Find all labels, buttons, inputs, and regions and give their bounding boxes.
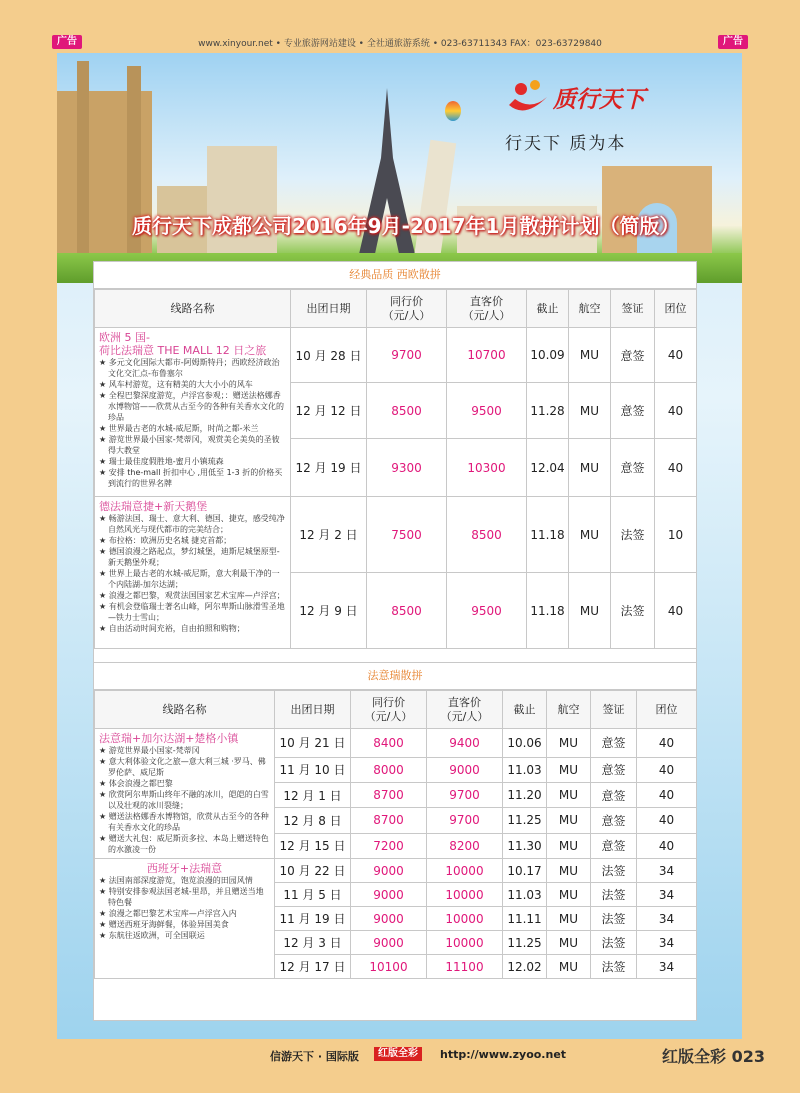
peer-price: 9000 xyxy=(351,907,427,931)
direct-price-label: 直客价 xyxy=(448,695,481,709)
airline: MU xyxy=(547,955,591,979)
departure-date: 10 月 22 日 xyxy=(275,859,351,883)
direct-price: 9700 xyxy=(427,782,503,807)
route-bullet: ★ 赠送大礼包：威尼斯贡多拉、本岛上赠送特色的水激凌一份 xyxy=(99,833,270,855)
group-size: 40 xyxy=(637,757,697,782)
departure-date: 12 月 17 日 xyxy=(275,955,351,979)
visa: 意签 xyxy=(611,328,655,383)
peer-price: 7500 xyxy=(367,497,447,573)
departure-date: 12 月 8 日 xyxy=(275,808,351,833)
airline: MU xyxy=(547,808,591,833)
footer-brand: 信游天下 · 国际版 xyxy=(270,1050,359,1063)
departure-date: 12 月 9 日 xyxy=(291,573,367,649)
peer-price: 8500 xyxy=(367,383,447,439)
peer-price: 9000 xyxy=(351,883,427,907)
col-deadline: 截止 xyxy=(503,691,547,729)
col-peer-price xyxy=(351,691,427,729)
deadline: 11.28 xyxy=(527,383,569,439)
col-route: 线路名称 xyxy=(95,290,291,328)
airline: MU xyxy=(547,729,591,758)
direct-price-label: 直客价 xyxy=(470,294,503,308)
route-title: 荷比法瑞意 THE MALL 12 日之旅 xyxy=(99,344,267,357)
route-bullet: ★ 畅游法国、瑞士、意大利、德国、捷克，感受纯净自然风光与现代都市的完美结合； xyxy=(99,513,286,535)
route-bullet: ★ 德国浪漫之路起点，梦幻城堡，迪斯尼城堡原型-新天鹅堡外观； xyxy=(99,546,286,568)
logo-icon xyxy=(505,75,551,121)
direct-price: 10300 xyxy=(447,439,527,497)
table-header-row xyxy=(95,691,697,729)
direct-price: 8200 xyxy=(427,833,503,858)
table-row xyxy=(95,328,697,383)
route-bullet: ★ 特别安排参观法国老城-里昂，并且赠送当地特色餐 xyxy=(99,886,270,908)
direct-price: 9400 xyxy=(427,729,503,758)
peer-price: 10100 xyxy=(351,955,427,979)
route-bullet: ★ 意大利体验文化之旅—意大利三城 ·罗马、佛罗伦萨、威尼斯 xyxy=(99,756,270,778)
table-row xyxy=(95,859,697,883)
peer-price: 8500 xyxy=(367,573,447,649)
airline: MU xyxy=(569,439,611,497)
footer-url[interactable]: http://www.zyoo.net xyxy=(440,1048,567,1061)
visa: 意签 xyxy=(591,808,637,833)
hot-air-balloon xyxy=(445,101,461,121)
ad-tag-left: 广告 xyxy=(52,35,82,49)
airline: MU xyxy=(569,328,611,383)
deadline: 11.25 xyxy=(503,808,547,833)
route-bullet: ★ 全程巴黎深度游览，卢浮宫参观；：赠送法格娜香水博物馆——欣赏从古至今的各种有关香水文化的珍品 xyxy=(99,390,286,423)
airline: MU xyxy=(547,931,591,955)
route-bullet: ★ 赠送法格娜香水博物馆，欣赏从古至今的各种有关香水文化的珍品 xyxy=(99,811,270,833)
visa: 意签 xyxy=(591,782,637,807)
visa: 法签 xyxy=(591,955,637,979)
direct-price: 9700 xyxy=(427,808,503,833)
group-size: 40 xyxy=(637,782,697,807)
section-western-europe xyxy=(93,261,697,664)
col-airline: 航空 xyxy=(547,691,591,729)
col-peer-price xyxy=(367,290,447,328)
group-size: 34 xyxy=(637,907,697,931)
hero-image xyxy=(57,53,742,283)
airline: MU xyxy=(547,757,591,782)
visa: 法签 xyxy=(591,883,637,907)
departure-date: 10 月 21 日 xyxy=(275,729,351,758)
brand-logo xyxy=(505,75,645,127)
col-date: 出团日期 xyxy=(291,290,367,328)
departure-date: 12 月 2 日 xyxy=(291,497,367,573)
deadline: 10.09 xyxy=(527,328,569,383)
peer-price: 7200 xyxy=(351,833,427,858)
direct-price: 10000 xyxy=(427,907,503,931)
deadline: 11.18 xyxy=(527,573,569,649)
peer-price: 9000 xyxy=(351,859,427,883)
departure-date: 11 月 10 日 xyxy=(275,757,351,782)
direct-price: 10000 xyxy=(427,883,503,907)
direct-price: 10700 xyxy=(447,328,527,383)
route-bullet: ★ 瑞士最佳度假胜地-蜜月小镇琉森 xyxy=(99,456,286,467)
section-france-italy-swiss xyxy=(93,662,697,1021)
col-group: 团位 xyxy=(655,290,697,328)
route-bullet: ★ 东航往返欧洲，可全国联运 xyxy=(99,930,270,941)
col-airline: 航空 xyxy=(569,290,611,328)
schedule-table xyxy=(94,690,697,979)
visa: 意签 xyxy=(591,833,637,858)
airline: MU xyxy=(547,859,591,883)
group-size: 34 xyxy=(637,955,697,979)
route-bullet: ★ 多元文化国际大都市-阿姆斯特丹；西欧经济政治文化交汇点-布鲁塞尔 xyxy=(99,357,286,379)
peer-price-label: 同行价 xyxy=(372,695,405,709)
top-bar xyxy=(0,0,800,50)
departure-date: 12 月 15 日 xyxy=(275,833,351,858)
airline: MU xyxy=(569,573,611,649)
direct-price: 9500 xyxy=(447,383,527,439)
visa: 法签 xyxy=(591,931,637,955)
direct-unit-label: （元/人） xyxy=(462,308,511,322)
route-description xyxy=(95,729,275,859)
airline: MU xyxy=(547,907,591,931)
deadline: 12.04 xyxy=(527,439,569,497)
group-size: 40 xyxy=(637,729,697,758)
route-bullet: ★ 浪漫之都巴黎艺术宝库—卢浮宫入内 xyxy=(99,908,270,919)
section-title: 经典品质 西欧散拼 xyxy=(94,262,696,289)
route-description xyxy=(95,859,275,979)
airline: MU xyxy=(569,383,611,439)
group-size: 40 xyxy=(655,573,697,649)
cathedral-middle xyxy=(207,146,277,261)
route-bullet: ★ 赠送西班牙海鲜餐，体验异国美食 xyxy=(99,919,270,930)
departure-date: 12 月 19 日 xyxy=(291,439,367,497)
deadline: 11.11 xyxy=(503,907,547,931)
deadline: 11.25 xyxy=(503,931,547,955)
route-description xyxy=(95,328,291,497)
col-route: 线路名称 xyxy=(95,691,275,729)
direct-price: 10000 xyxy=(427,931,503,955)
peer-price: 8700 xyxy=(351,808,427,833)
departure-date: 12 月 1 日 xyxy=(275,782,351,807)
peer-price: 9300 xyxy=(367,439,447,497)
group-size: 34 xyxy=(637,931,697,955)
group-size: 40 xyxy=(655,383,697,439)
peer-price: 9700 xyxy=(367,328,447,383)
route-title: 法意瑞+加尔达湖+楚格小镇 xyxy=(99,732,239,745)
group-size: 10 xyxy=(655,497,697,573)
leaning-tower xyxy=(414,140,456,262)
peer-price: 8400 xyxy=(351,729,427,758)
direct-price: 9000 xyxy=(427,757,503,782)
route-bullet: ★ 体会浪漫之都巴黎 xyxy=(99,778,270,789)
route-bullet: ★ 自由活动时间充裕，自由拍照和购物； xyxy=(99,623,286,634)
route-bullet: ★ 浪漫之都巴黎，观赏法国国家艺术宝库—卢浮宫； xyxy=(99,590,286,601)
peer-price: 8700 xyxy=(351,782,427,807)
visa: 意签 xyxy=(591,757,637,782)
col-direct-price xyxy=(447,290,527,328)
direct-price: 11100 xyxy=(427,955,503,979)
group-size: 40 xyxy=(655,439,697,497)
visa: 意签 xyxy=(611,383,655,439)
deadline: 11.20 xyxy=(503,782,547,807)
deadline: 11.30 xyxy=(503,833,547,858)
route-title: 欧洲 5 国- xyxy=(99,331,150,344)
top-contact-info: www.xinyour.net • 专业旅游网站建设 • 全社通旅游系统 • 023-63711343 FAX：023-63729840 xyxy=(198,39,602,49)
route-bullet: ★ 游览世界最小国家-梵蒂冈 xyxy=(99,745,270,756)
visa: 法签 xyxy=(611,497,655,573)
col-deadline: 截止 xyxy=(527,290,569,328)
peer-unit-label: （元/人） xyxy=(364,709,413,723)
departure-date: 12 月 3 日 xyxy=(275,931,351,955)
logo-text: 质行天下 xyxy=(553,86,645,113)
airline: MU xyxy=(547,833,591,858)
col-date: 出团日期 xyxy=(275,691,351,729)
peer-unit-label: （元/人） xyxy=(382,308,431,322)
departure-date: 11 月 19 日 xyxy=(275,907,351,931)
col-visa: 签证 xyxy=(591,691,637,729)
route-bullet: ★ 法国南部深度游览，饱览浪漫的田园风情 xyxy=(99,875,270,886)
deadline: 12.02 xyxy=(503,955,547,979)
visa: 法签 xyxy=(591,907,637,931)
col-direct-price xyxy=(427,691,503,729)
airline: MU xyxy=(569,497,611,573)
table-row xyxy=(95,497,697,573)
direct-unit-label: （元/人） xyxy=(440,709,489,723)
route-description xyxy=(95,497,291,649)
airline: MU xyxy=(547,782,591,807)
visa: 法签 xyxy=(591,859,637,883)
direct-price: 9500 xyxy=(447,573,527,649)
content-panel xyxy=(57,53,742,1039)
direct-price: 10000 xyxy=(427,859,503,883)
departure-date: 12 月 12 日 xyxy=(291,383,367,439)
deadline: 11.03 xyxy=(503,757,547,782)
footer xyxy=(0,1044,800,1069)
group-size: 40 xyxy=(655,328,697,383)
table-header-row xyxy=(95,290,697,328)
peer-price: 9000 xyxy=(351,931,427,955)
footer-tag: 红版全彩 xyxy=(374,1047,422,1061)
departure-date: 10 月 28 日 xyxy=(291,328,367,383)
visa: 意签 xyxy=(591,729,637,758)
section-title: 法意瑞散拼 xyxy=(94,663,696,690)
ad-tag-right: 广告 xyxy=(718,35,748,49)
group-size: 40 xyxy=(637,833,697,858)
route-bullet: ★ 安排 the-mall 折扣中心 ,用低至 1-3 折的价格买到流行的世界名牌 xyxy=(99,467,286,489)
deadline: 11.18 xyxy=(527,497,569,573)
route-bullet: ★ 欣赏阿尔卑斯山终年不融的冰川，皑皑的白雪以及壮观的冰川裂缝； xyxy=(99,789,270,811)
tower-spire xyxy=(77,61,89,261)
route-bullet: ★ 布拉格：欧洲历史名城 捷克首都； xyxy=(99,535,286,546)
peer-price: 8000 xyxy=(351,757,427,782)
route-bullet: ★ 世界上最古老的水城-威尼斯，意大利最干净的一个内陆湖-加尔达湖； xyxy=(99,568,286,590)
route-title: 西班牙+法瑞意 xyxy=(146,862,223,875)
slogan: 行天下 质为本 xyxy=(505,134,627,154)
route-bullet: ★ 风车村游览，这有精美的大大小小的风车 xyxy=(99,379,286,390)
direct-price: 8500 xyxy=(447,497,527,573)
deadline: 10.17 xyxy=(503,859,547,883)
schedule-table xyxy=(94,289,697,649)
route-bullet: ★ 世界最古老的水城-威尼斯，时尚之都-米兰 xyxy=(99,423,286,434)
peer-price-label: 同行价 xyxy=(390,294,423,308)
group-size: 34 xyxy=(637,883,697,907)
group-size: 40 xyxy=(637,808,697,833)
page-title: 质行天下成都公司2016年9月-2017年1月散拼计划（简版） xyxy=(132,214,680,238)
col-group: 团位 xyxy=(637,691,697,729)
visa: 法签 xyxy=(611,573,655,649)
route-title: 德法瑞意捷+新天鹅堡 xyxy=(99,500,208,513)
deadline: 11.03 xyxy=(503,883,547,907)
route-bullet: ★ 有机会登临瑞士著名山峰，阿尔卑斯山脉滑雪圣地—铁力士雪山； xyxy=(99,601,286,623)
col-visa: 签证 xyxy=(611,290,655,328)
deadline: 10.06 xyxy=(503,729,547,758)
departure-date: 11 月 5 日 xyxy=(275,883,351,907)
route-bullet: ★ 游览世界最小国家-梵蒂冈，观赏美仑美奂的圣彼得大教堂 xyxy=(99,434,286,456)
page-number: 红版全彩 023 xyxy=(662,1047,765,1066)
group-size: 34 xyxy=(637,859,697,883)
airline: MU xyxy=(547,883,591,907)
visa: 意签 xyxy=(611,439,655,497)
table-row xyxy=(95,729,697,758)
